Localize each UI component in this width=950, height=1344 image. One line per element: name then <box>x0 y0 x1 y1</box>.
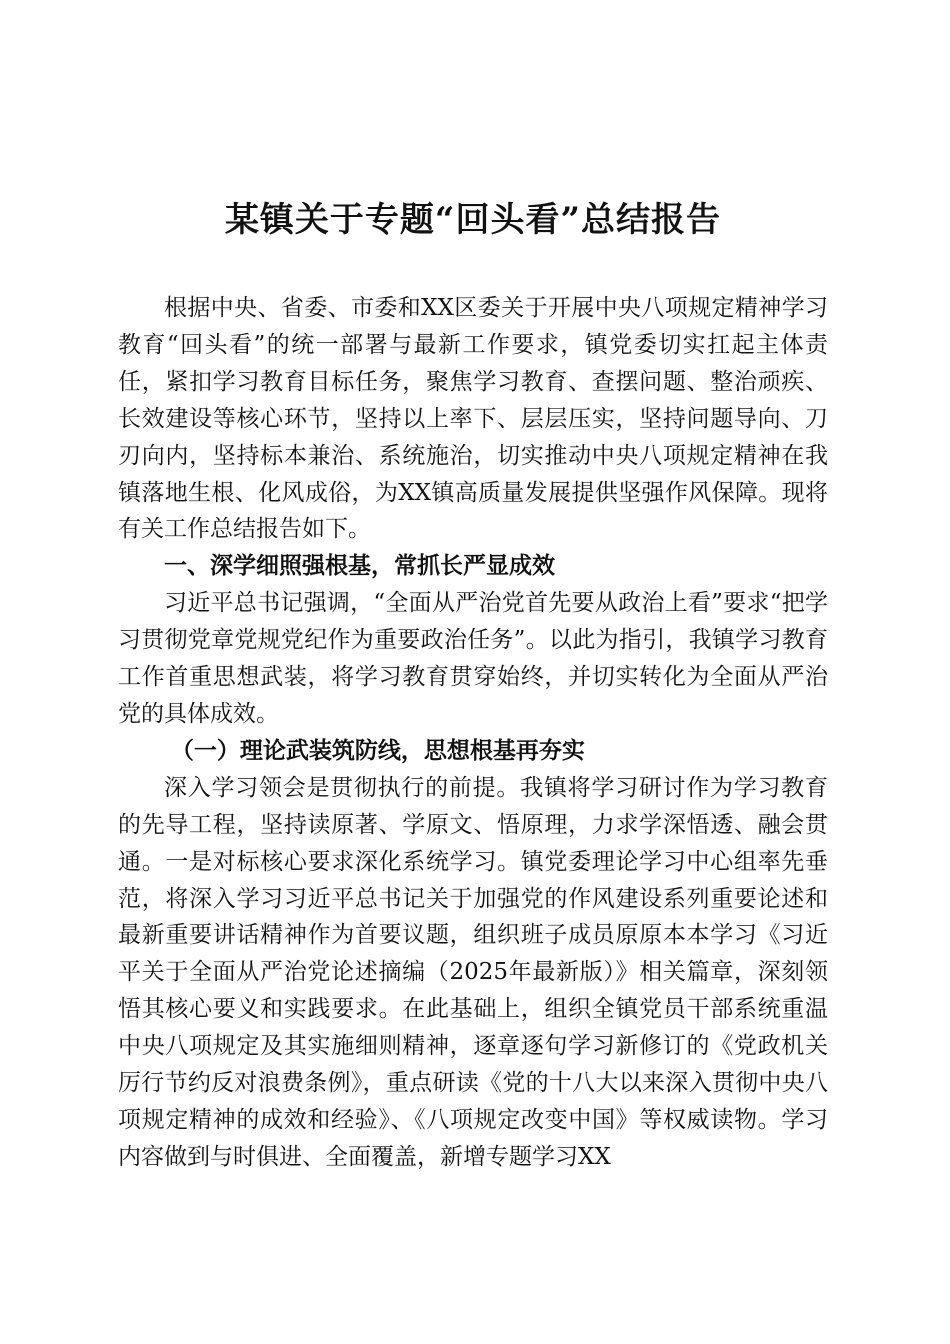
section-1-paragraph: 习近平总书记强调，“全面从严治党首先要从政治上看”要求“把学习贯彻党章党规党纪作为重要政治任务”。以此为指引，我镇学习教育工作首重思想武装，将学习教育贯穿始终，并切实转化为全面从严治党的具体成效。 <box>118 590 828 727</box>
section-heading-1: 一、深学细照强根基，常抓长严显成效 <box>164 553 555 580</box>
subsection-1-paragraph: 深入学习领会是贯彻执行的前提。我镇将学习研讨作为学习教育的先导工程，坚持读原著、学原文、悟原理，力求学深悟透、融会贯通。一是对标核心要求深化系统学习。镇党委理论学习中心组率先垂范，将深入学习习近平总书记关于加强党的作风建设系列重要论述和最新重要讲话精神作为首要议题，组织班子成员原原本本学习《习近平关于全面从严治党论述摘编（2025年最新版）》相关篇章，深刻领悟其核心要义和实践要求。在此基础上，组织全镇党员干部系统重温中央八项规定及其实施细则精神，逐章逐句学习新修订的《党政机关厉行节约反对浪费条例》，重点研读《党的十八大以来深入贯彻中央八项规定精神的成效和经验》、《八项规定改变中国》等权威读物。学习内容做到与时俱进、全面覆盖，新增专题学习XX <box>118 774 828 1170</box>
intro-paragraph: 根据中央、省委、市委和XX区委关于开展中央八项规定精神学习教育“回头看”的统一部署与最新工作要求，镇党委切实扛起主体责任，紧扣学习教育目标任务，聚焦学习教育、查摆问题、整治顽疾、长效建设等核心环节，坚持以上率下、层层压实，坚持问题导向、刀刃向内，坚持标本兼治、系统施治，切实推动中央八项规定精神在我镇落地生根、化风成俗，为XX镇高质量发展提供坚强作风保障。现将有关工作总结报告如下。 <box>118 295 828 543</box>
document-body <box>118 290 828 1176</box>
document-title: 某镇关于专题“回头看”总结报告 <box>224 200 722 240</box>
subsection-heading-1: （一）理论武装筑防线，思想根基再夯实 <box>170 736 585 764</box>
